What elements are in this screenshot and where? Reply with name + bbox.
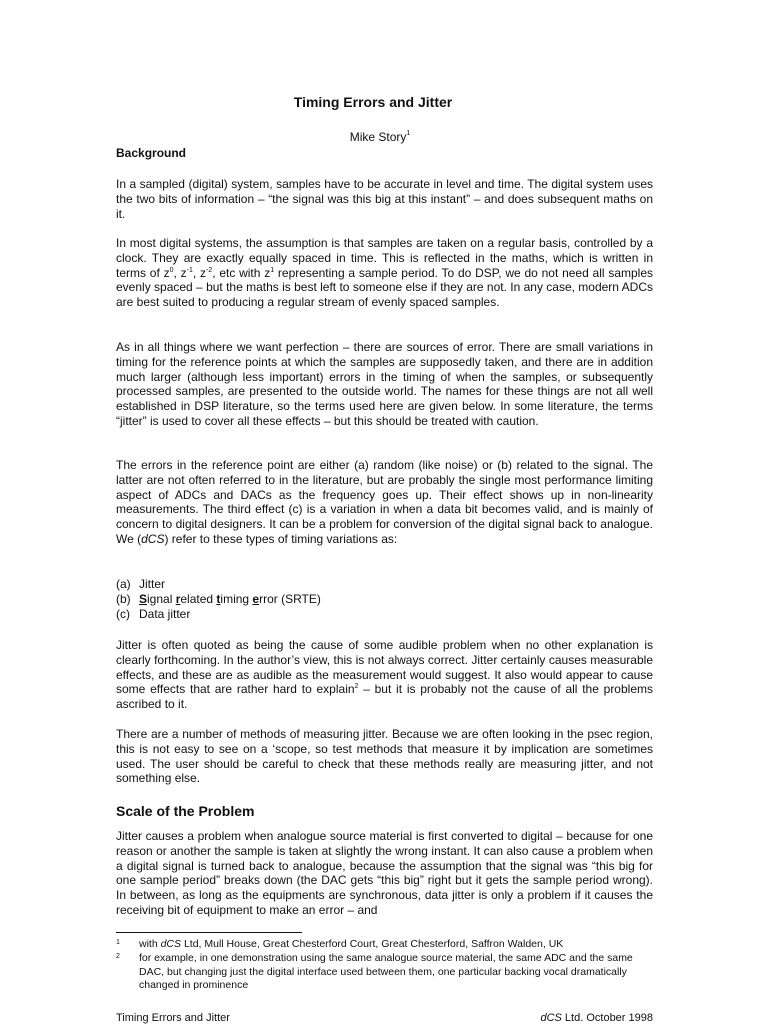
footer-date: Ltd. October 1998	[561, 1012, 653, 1024]
footnote-number: 2	[116, 953, 120, 960]
paragraph-5	[116, 638, 653, 712]
superscript: 0	[169, 266, 174, 274]
superscript: -1	[186, 266, 193, 274]
dcs-name: dCS	[141, 531, 165, 546]
list-item-label: (c)	[116, 607, 130, 621]
timing-variation-list	[116, 577, 321, 622]
superscript: -2	[205, 266, 213, 274]
list-item-text: Data jitter	[139, 607, 191, 621]
acronym-letter: e	[252, 592, 260, 606]
acronym-letter: t	[216, 592, 221, 606]
author-line	[0, 130, 760, 144]
paragraph-2-text-b: , z	[173, 265, 187, 280]
list-item-text	[139, 592, 321, 607]
paragraph-2-text-d: , etc with z	[212, 265, 271, 280]
list-item-fragment: rror (SRTE)	[259, 592, 321, 606]
paragraph-2-text-e: representing a sample period. To do DSP, we do not need all samples evenly spaced – but the maths is best left to someone else if they are not. In any case, modern ADCs are best suited to producing a regular stream of evenly spaced samples.	[116, 265, 654, 310]
list-item-text: Jitter	[139, 577, 166, 591]
paragraph-6: There are a number of methods of measuring jitter. Because we are often looking in the psec region, this is not easy to see on a ‘scope, so test methods that measure it by implication are sometimes used. The user should be careful to check that these methods really are measuring jitter, and not something else.	[116, 727, 653, 786]
paragraph-2-text-c: , z	[192, 265, 206, 280]
list-item-fragment: ignal	[147, 592, 176, 606]
list-item-label: (b)	[116, 592, 131, 606]
footnote-text: for example, in one demonstration using the same analogue source material, the same ADC and the same DAC, but changing just the digital interface used between them, one particular backing vocal dramatically changed in prominence	[139, 952, 633, 991]
footnote-fragment: Ltd, Mull House, Great Chesterford Court, Great Chesterford, Saffron Walden, UK	[181, 938, 564, 950]
scale-heading: Scale of the Problem	[116, 803, 255, 819]
dcs-name: dCS	[540, 1012, 562, 1024]
author-footnote-ref: 1	[406, 130, 411, 137]
footnote-fragment: with	[139, 938, 161, 950]
paragraph-2	[116, 236, 653, 310]
list-item-fragment: elated	[180, 592, 217, 606]
footnote-divider	[116, 932, 302, 933]
paragraph-5-text-a: Jitter is often quoted as being the cause of some audible problem when no other explanation is clearly forthcoming. In the author’s view, this is not always correct. Jitter certainly causes measurable effects, and these are as audible as the measurement would suggest. It also would appear to cause some effects that are rather hard to explain	[116, 638, 653, 697]
list-item	[116, 607, 321, 622]
footnote-ref: 2	[354, 683, 359, 691]
author-name: Mike Story	[349, 130, 407, 144]
footnote-text	[139, 938, 656, 952]
superscript: 1	[270, 266, 275, 274]
paragraph-5-text-b: – but it is probably not the cause of all the problems ascribed to it.	[116, 682, 653, 712]
paragraph-2-text-a: In most digital systems, the assumption is that samples are taken on a regular basis, controlled by a clock. They are exactly equally spaced in time. This is reflected in the maths, which is written in terms of z	[116, 236, 653, 280]
document-title: Timing Errors and Jitter	[293, 94, 453, 110]
footnote-number: 1	[116, 939, 120, 946]
paragraph-4-text-a: The errors in the reference point are either (a) random (like noise) or (b) related to the signal. The latter are not often referred to in the literature, but are probably the single most performance limiting aspect of ADCs and DACs as the frequency goes up. Their effect shows up in non-linearity measurements. The third effect (c) is a variation in when a data bit becomes valid, and is mainly of concern to digital designers. It can be a problem for conversion of the digital signal back to analogue. We (	[116, 458, 653, 546]
footnote-1	[116, 938, 656, 952]
footer-company-date	[500, 1012, 653, 1024]
list-item	[116, 592, 321, 607]
list-item-fragment: iming	[220, 592, 253, 606]
list-item	[116, 577, 321, 592]
list-item-label: (a)	[116, 577, 131, 591]
footnote-2	[116, 952, 656, 993]
paragraph-1: In a sampled (digital) system, samples have to be accurate in level and time. The digital system uses the two bits of information – “the signal was this big at this instant” – and does subsequent maths on it.	[116, 177, 653, 221]
paragraph-4	[116, 458, 653, 547]
paragraph-4-text-b: ) refer to these types of timing variations as:	[164, 531, 398, 546]
paragraph-7: Jitter causes a problem when analogue source material is first converted to digital – because for one reason or another the sample is taken at slightly the wrong instant. It can also cause a problem when a digital signal is turned back to analogue, because the assumption that the signal was “this big for one sample period” breaks down (the DAC gets “this big” right but it gets the sample period wrong). In between, as long as the equipments are synchronous, data jitter is only a problem if it causes the receiving bit of equipment to make an error – and	[116, 829, 653, 917]
background-heading: Background	[116, 146, 187, 160]
dcs-name: dCS	[160, 938, 182, 950]
paragraph-3: As in all things where we want perfection – there are sources of error. There are small variations in timing for the reference points at which the samples are supposedly taken, and there are in addition much larger (although less important) errors in the timing of when the samples, or subsequently processed samples, are presented to the outside world. The names for these things are not all well established in DSP literature, so the terms used here are given below. In some literature, the terms “jitter” is used to cover all these effects – but this should be treated with caution.	[116, 340, 653, 428]
footer-title: Timing Errors and Jitter	[116, 1012, 230, 1024]
acronym-letter: S	[139, 592, 148, 606]
acronym-letter: r	[175, 592, 181, 606]
